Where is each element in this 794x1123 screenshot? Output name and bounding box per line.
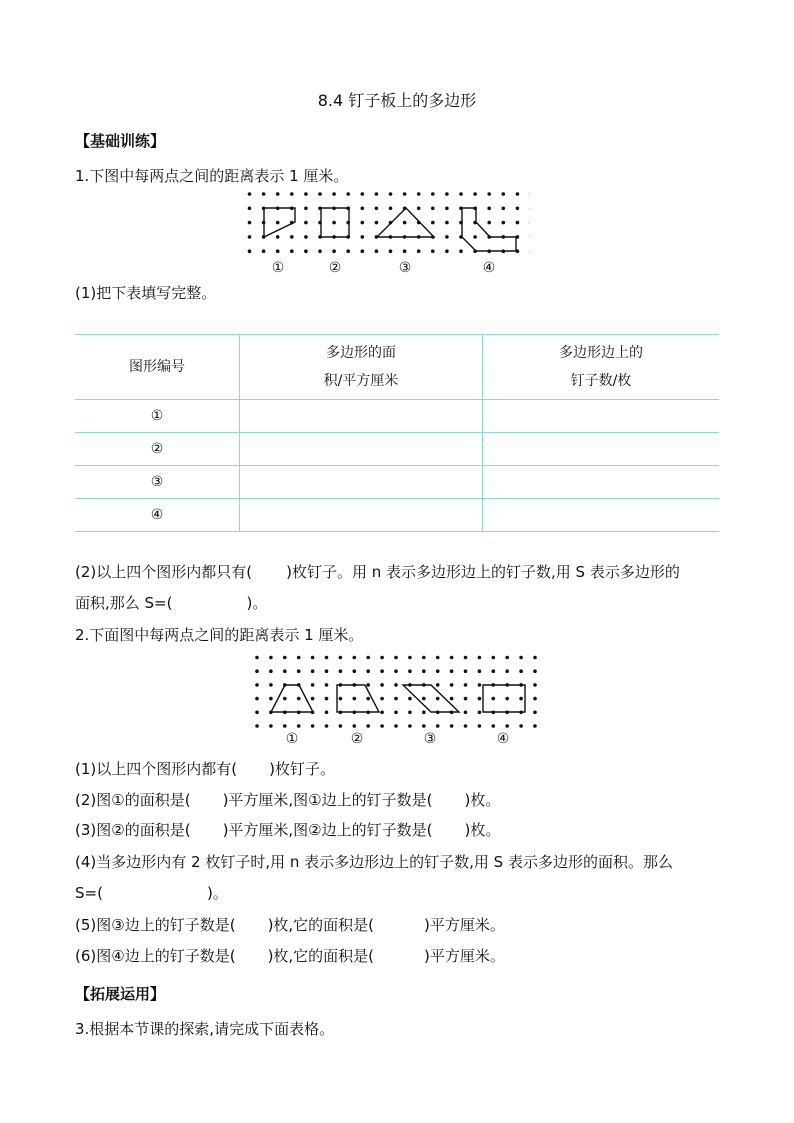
peg-dot: [255, 669, 259, 673]
peg-dot: [403, 192, 407, 196]
peg-dot: [255, 697, 259, 701]
peg-dot: [276, 192, 280, 196]
peg-dot: [519, 697, 523, 701]
peg-dot: [422, 724, 426, 728]
q1-label-2: ②: [328, 260, 342, 276]
peg-dot: [487, 207, 491, 211]
peg-dot: [533, 724, 537, 728]
peg-dot: [311, 669, 315, 673]
peg-dot: [325, 669, 329, 673]
peg-dot: [361, 235, 365, 239]
peg-dot: [366, 697, 370, 701]
peg-dot: [408, 669, 412, 673]
peg-dot: [431, 192, 435, 196]
peg-dot: [394, 724, 398, 728]
peg-dot: [361, 221, 365, 225]
peg-dot: [255, 656, 259, 660]
q1-sub1: (1)把下表填写完整。: [75, 284, 217, 302]
peg-dot: [255, 711, 259, 715]
peg-dot: [431, 221, 435, 225]
peg-dot: [394, 697, 398, 701]
peg-dot: [431, 249, 435, 253]
peg-dot: [297, 669, 301, 673]
peg-dot: [375, 192, 379, 196]
peg-dot: [533, 683, 537, 687]
peg-dot: [445, 249, 449, 253]
peg-dot: [380, 711, 384, 715]
q2-s4-line2: S=( )。: [75, 884, 228, 902]
peg-dot: [464, 724, 468, 728]
peg-dot: [276, 249, 280, 253]
peg-dot: [297, 724, 301, 728]
peg-dot: [255, 724, 259, 728]
peg-dot: [262, 249, 266, 253]
table-header-row: [75, 335, 719, 400]
peg-dot: [311, 724, 315, 728]
q1-text: 1.下图中每两点之间的距离表示 1 厘米。: [75, 167, 349, 185]
peg-dot: [269, 656, 273, 660]
peg-dot: [505, 697, 509, 701]
table-header-cell: 图形编号: [75, 335, 240, 400]
peg-dot: [283, 669, 287, 673]
q1-shape-4: [462, 208, 516, 251]
peg-dot: [445, 207, 449, 211]
peg-dot: [445, 235, 449, 239]
q1-sub2-line1: (2)以上四个图形内都只有( )枚钉子。用 n 表示多边形边上的钉子数,用 S 表示多边形的: [75, 563, 680, 581]
peg-dot: [464, 697, 468, 701]
q2-label-2: ②: [350, 731, 364, 747]
q2-label-1: ①: [285, 731, 299, 747]
q1-label-3: ③: [398, 260, 412, 276]
peg-dot: [353, 669, 357, 673]
q1-table: [75, 334, 719, 532]
peg-dot: [516, 221, 520, 225]
peg-dot: [450, 724, 454, 728]
peg-dot: [366, 724, 370, 728]
table-row: ④: [75, 499, 719, 532]
peg-dot: [394, 683, 398, 687]
peg-dot: [248, 235, 252, 239]
peg-dot: [459, 249, 463, 253]
peg-dot: [318, 249, 322, 253]
peg-dot: [276, 235, 280, 239]
peg-dot: [478, 669, 482, 673]
peg-dot: [478, 697, 482, 701]
peg-grid: [248, 192, 530, 253]
peg-dot: [408, 656, 412, 660]
peg-dot: [380, 697, 384, 701]
peg-dot: [332, 192, 336, 196]
peg-dot: [325, 711, 329, 715]
peg-dot: [255, 683, 259, 687]
peg-dot: [276, 221, 280, 225]
q2-s4-line1: (4)当多边形内有 2 枚钉子时,用 n 表示多边形边上的钉子数,用 S 表示多边形的面积。那么: [75, 853, 673, 871]
peg-dot: [361, 249, 365, 253]
peg-dot: [403, 249, 407, 253]
peg-dot: [519, 669, 523, 673]
peg-dot: [417, 207, 421, 211]
peg-dot: [375, 221, 379, 225]
peg-dot: [487, 192, 491, 196]
q2-s6: (6)图④边上的钉子数是( )枚,它的面积是( )平方厘米。: [75, 947, 505, 965]
table-row: ③: [75, 466, 719, 499]
peg-dot: [389, 249, 393, 253]
peg-dot: [519, 724, 523, 728]
peg-dot: [464, 656, 468, 660]
peg-dot: [304, 235, 308, 239]
peg-dot: [502, 207, 506, 211]
peg-dot: [533, 711, 537, 715]
peg-dot: [375, 207, 379, 211]
peg-dot: [389, 192, 393, 196]
q2-s5: (5)图③边上的钉子数是( )枚,它的面积是( )平方厘米。: [75, 916, 505, 934]
peg-dot: [436, 697, 440, 701]
q3-text: 3.根据本节课的探索,请完成下面表格。: [75, 1020, 335, 1038]
peg-dot: [375, 249, 379, 253]
peg-dot: [459, 192, 463, 196]
peg-dot: [325, 656, 329, 660]
peg-dot: [339, 697, 343, 701]
q2-s1: (1)以上四个图形内都有( )枚钉子。: [75, 760, 335, 778]
q2-shape-1: [271, 685, 313, 712]
peg-dot: [248, 221, 252, 225]
peg-dot: [492, 697, 496, 701]
peg-dot: [436, 656, 440, 660]
peg-dot: [290, 249, 294, 253]
peg-dot: [269, 724, 273, 728]
peg-dot: [304, 249, 308, 253]
q2-label-4: ④: [496, 731, 510, 747]
peg-dot: [304, 207, 308, 211]
table-header-cell: 多边形的面 积/平方厘米: [240, 335, 483, 400]
peg-dot: [297, 697, 301, 701]
peg-dot: [431, 207, 435, 211]
peg-dot: [422, 711, 426, 715]
peg-dot: [502, 221, 506, 225]
peg-dot: [304, 221, 308, 225]
peg-dot: [318, 192, 322, 196]
peg-dot: [492, 724, 496, 728]
peg-dot: [403, 221, 407, 225]
q2-s2: (2)图①的面积是( )平方厘米,图①边上的钉子数是( )枚。: [75, 791, 501, 809]
peg-dot: [297, 656, 301, 660]
q1-label-4: ④: [482, 260, 496, 276]
peg-dot: [478, 683, 482, 687]
peg-dot: [473, 192, 477, 196]
peg-dot: [339, 724, 343, 728]
peg-dot: [422, 697, 426, 701]
peg-dot: [533, 669, 537, 673]
peg-dot: [422, 656, 426, 660]
peg-dot: [353, 724, 357, 728]
q1-label-1: ①: [271, 260, 285, 276]
peg-dot: [283, 697, 287, 701]
peg-dot: [332, 249, 336, 253]
peg-dot: [450, 669, 454, 673]
table-header-cell: 多边形边上的 钉子数/枚: [483, 335, 720, 400]
peg-dot: [464, 683, 468, 687]
section-basic-training: 【基础训练】: [75, 132, 166, 150]
peg-dot: [450, 656, 454, 660]
peg-dot: [492, 669, 496, 673]
peg-dot: [478, 656, 482, 660]
peg-dot: [325, 683, 329, 687]
peg-dot: [473, 235, 477, 239]
peg-dot: [408, 724, 412, 728]
peg-dot: [408, 711, 412, 715]
q1-peg-board: [240, 188, 530, 280]
peg-dot: [436, 724, 440, 728]
peg-dot: [394, 656, 398, 660]
peg-dot: [389, 207, 393, 211]
peg-dot: [283, 656, 287, 660]
peg-dot: [311, 656, 315, 660]
peg-dot: [394, 711, 398, 715]
peg-dot: [450, 683, 454, 687]
peg-dot: [346, 249, 350, 253]
peg-dot: [304, 192, 308, 196]
peg-dot: [325, 724, 329, 728]
peg-dot: [417, 249, 421, 253]
peg-dot: [332, 221, 336, 225]
peg-dot: [478, 724, 482, 728]
peg-dot: [366, 656, 370, 660]
peg-dot: [339, 669, 343, 673]
peg-dot: [516, 207, 520, 211]
peg-dot: [445, 221, 449, 225]
peg-dot: [366, 683, 370, 687]
peg-dot: [487, 221, 491, 225]
peg-dot: [478, 711, 482, 715]
peg-dot: [311, 697, 315, 701]
peg-dot: [248, 207, 252, 211]
page-title: 8.4 钉子板上的多边形: [317, 91, 477, 110]
peg-dot: [492, 656, 496, 660]
q2-peg-board: [250, 650, 546, 748]
peg-dot: [505, 724, 509, 728]
peg-dot: [311, 683, 315, 687]
peg-dot: [533, 656, 537, 660]
q2-s3: (3)图②的面积是( )平方厘米,图②边上的钉子数是( )枚。: [75, 821, 501, 839]
peg-dot: [269, 683, 273, 687]
peg-dot: [290, 192, 294, 196]
q2-text: 2.下面图中每两点之间的距离表示 1 厘米。: [75, 626, 364, 644]
q2-label-3: ③: [423, 731, 437, 747]
peg-dot: [380, 656, 384, 660]
q1-sub2-line2: 面积,那么 S=( )。: [75, 594, 268, 612]
table-row: ②: [75, 433, 719, 466]
peg-dot: [516, 192, 520, 196]
peg-dot: [248, 249, 252, 253]
peg-dot: [339, 656, 343, 660]
peg-dot: [361, 192, 365, 196]
peg-dot: [445, 192, 449, 196]
peg-dot: [464, 669, 468, 673]
peg-dot: [269, 669, 273, 673]
peg-dot: [450, 697, 454, 701]
q2-shape-4: [483, 685, 525, 712]
peg-grid: [255, 656, 537, 728]
peg-dot: [346, 192, 350, 196]
peg-dot: [533, 697, 537, 701]
peg-dot: [269, 697, 273, 701]
peg-dot: [394, 669, 398, 673]
peg-dot: [505, 669, 509, 673]
peg-dot: [353, 656, 357, 660]
peg-dot: [353, 697, 357, 701]
peg-dot: [417, 192, 421, 196]
peg-dot: [290, 235, 294, 239]
peg-dot: [436, 669, 440, 673]
peg-dot: [505, 656, 509, 660]
peg-dot: [408, 697, 412, 701]
peg-dot: [502, 192, 506, 196]
peg-dot: [283, 724, 287, 728]
peg-dot: [436, 683, 440, 687]
peg-dot: [422, 669, 426, 673]
peg-dot: [380, 669, 384, 673]
peg-dot: [262, 192, 266, 196]
peg-dot: [519, 656, 523, 660]
peg-dot: [380, 683, 384, 687]
peg-dot: [380, 724, 384, 728]
section-extension: 【拓展运用】: [75, 985, 166, 1003]
peg-dot: [366, 669, 370, 673]
peg-dot: [248, 192, 252, 196]
peg-dot: [464, 711, 468, 715]
peg-dot: [361, 207, 365, 211]
table-row: ①: [75, 400, 719, 433]
q2-shape-2: [337, 685, 379, 712]
peg-dot: [325, 697, 329, 701]
